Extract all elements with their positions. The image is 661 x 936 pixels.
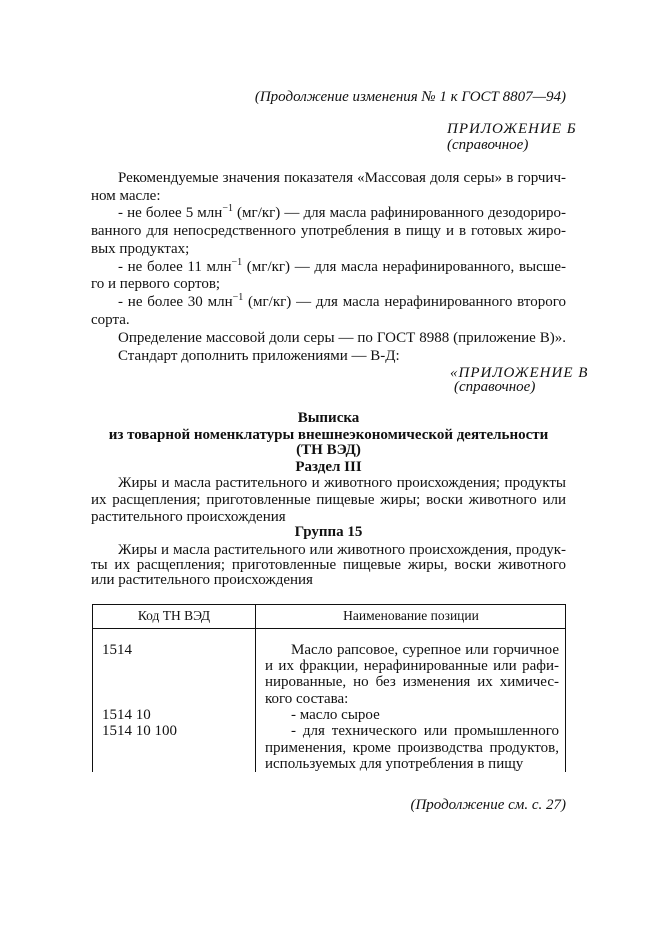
name-cell-line: нированные, но без изменения их химичес- xyxy=(265,674,559,690)
name-cell-line: используемых для употребления в пищу xyxy=(265,756,524,772)
text-line: го и первого сортов; xyxy=(91,276,221,292)
name-cell-line: - для технического или промышленного xyxy=(291,723,559,739)
name-cell-line: - масло сырое xyxy=(291,707,380,723)
text-line: ванного для непосредственного употребления в пищу и в готовых жиро- xyxy=(91,223,566,239)
text-line: Рекомендуемые значения показателя «Массовая доля серы» в горчич- xyxy=(118,170,566,186)
text: - не более 11 млн xyxy=(118,259,232,275)
column-header-code: Код ТН ВЭД xyxy=(137,608,211,623)
text-line: Определение массовой доли серы — по ГОСТ 8988 (приложение В)». xyxy=(118,330,566,346)
name-cell-line: кого состава: xyxy=(265,691,349,707)
list-item xyxy=(118,293,566,311)
appendix-b-title: ПРИЛОЖЕНИЕ Б xyxy=(447,121,577,137)
name-cell-line: Масло рапсовое, сурепное или горчичное xyxy=(291,642,559,658)
appendix-b-subtitle: (справочное) xyxy=(447,137,529,153)
continuation-header: (Продолжение изменения № 1 к ГОСТ 8807—94) xyxy=(254,89,566,105)
text: (мг/кг) — для масла рафинированного дезодориро- xyxy=(232,205,566,221)
appendix-v-title: «ПРИЛОЖЕНИЕ В xyxy=(450,365,589,381)
superscript: −1 xyxy=(231,257,243,268)
extract-title-line2: из товарной номенклатуры внешнеэкономической деятельности xyxy=(108,427,549,443)
text-line: Стандарт дополнить приложениями — В-Д: xyxy=(118,348,400,364)
text-line: Жиры и масла растительного и животного происхождения; продукты xyxy=(118,475,566,491)
name-cell-line: применения, кроме производства продуктов, xyxy=(265,740,559,756)
list-item xyxy=(118,258,566,276)
text-line: или растительного происхождения xyxy=(91,572,313,588)
text-line: Жиры и масла растительного или животного происхождения, продук- xyxy=(118,542,566,558)
text: - не более 30 млн xyxy=(118,294,233,310)
extract-title-line3: (ТН ВЭД) xyxy=(296,442,361,458)
extract-title: Выписка xyxy=(297,410,360,426)
text-line: ном масле: xyxy=(91,188,161,204)
code-cell: 1514 xyxy=(102,642,132,658)
text: (мг/кг) — для масла нерафинированного второго xyxy=(243,294,566,310)
column-divider xyxy=(255,605,256,772)
section-heading: Раздел III xyxy=(295,459,362,475)
name-cell-line: и их фракции, нерафинированные или рафи- xyxy=(265,658,559,674)
text-line: их расщепления; приготовленные пищевые жиры; воски животного или xyxy=(91,492,566,508)
superscript: −1 xyxy=(232,292,244,303)
column-header-name: Наименование позиции xyxy=(343,608,479,623)
text-line: сорта. xyxy=(91,312,130,328)
text-line: вых продуктах; xyxy=(91,241,190,257)
code-cell: 1514 10 xyxy=(102,707,151,723)
superscript: −1 xyxy=(222,203,233,214)
code-cell: 1514 10 100 xyxy=(102,723,177,739)
continuation-footer: (Продолжение см. с. 27) xyxy=(410,797,566,813)
group-heading: Группа 15 xyxy=(294,524,363,540)
text-line: ты их расщепления; приготовленные пищевые жиры, воски животного xyxy=(91,557,566,573)
nomenclature-table xyxy=(92,604,566,772)
appendix-v-subtitle: (справочное) xyxy=(454,379,536,395)
text: (мг/кг) — для масла нерафинированного, высше- xyxy=(242,259,566,275)
text: - не более 5 млн xyxy=(118,205,223,221)
list-item xyxy=(118,204,566,222)
text-line: растительного происхождения xyxy=(91,509,286,525)
